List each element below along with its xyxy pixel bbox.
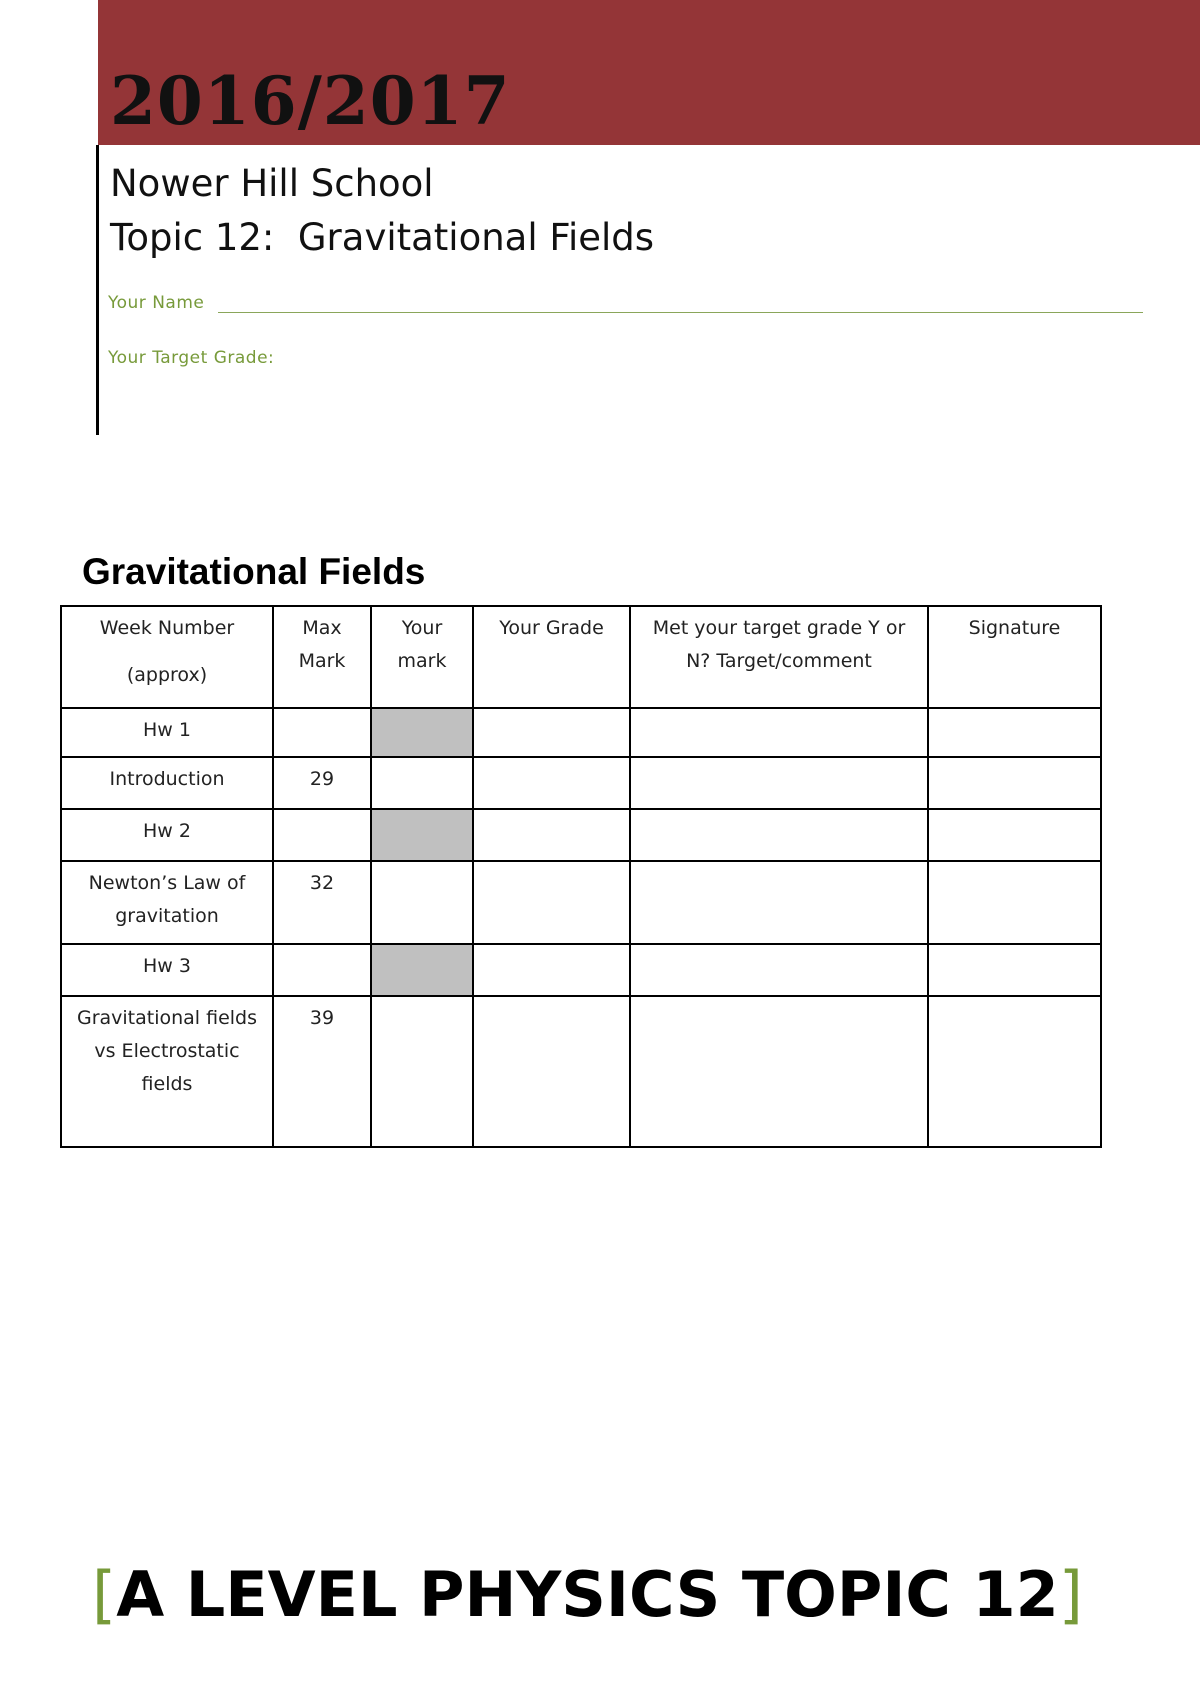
week-cell: Newton’s Law of gravitation [61,861,273,944]
your-mark-cell[interactable] [371,861,473,944]
your-grade-cell[interactable] [473,996,630,1147]
header-max-mark: Max Mark [273,606,371,708]
week-cell: Hw 1 [61,708,273,757]
met-target-cell[interactable] [630,809,928,861]
your-grade-cell[interactable] [473,708,630,757]
met-target-cell[interactable] [630,944,928,996]
academic-year: 2016/2017 [110,62,511,140]
max-mark-cell: 32 [273,861,371,944]
table-row [61,944,1101,996]
max-mark-cell [273,944,371,996]
header-met-target: Met your target grade Y or N? Target/comment [630,606,928,708]
vertical-rule [96,145,99,435]
your-name-field[interactable] [218,312,1143,313]
your-mark-cell[interactable] [371,996,473,1147]
footer-bracket-open: [ [92,1558,117,1631]
your-grade-cell[interactable] [473,944,630,996]
week-cell: Hw 3 [61,944,273,996]
your-grade-cell[interactable] [473,809,630,861]
max-mark-cell: 39 [273,996,371,1147]
topic-title: Topic 12: Gravitational Fields [110,216,655,259]
met-target-cell[interactable] [630,757,928,809]
signature-cell[interactable] [928,861,1101,944]
week-cell: Hw 2 [61,809,273,861]
your-mark-cell-shaded [371,809,473,861]
mark-tracker-table [60,605,1102,1148]
table-row [61,809,1101,861]
header-signature: Signature [928,606,1101,708]
table-header-row [61,606,1101,708]
week-cell: Gravitational fields vs Electrostatic fields [61,996,273,1147]
met-target-cell[interactable] [630,996,928,1147]
your-name-label: Your Name [108,293,205,313]
table-row [61,708,1101,757]
max-mark-cell [273,708,371,757]
your-grade-cell[interactable] [473,757,630,809]
max-mark-cell: 29 [273,757,371,809]
footer-title [92,1556,1083,1634]
footer-title-text: A LEVEL PHYSICS TOPIC 12 [116,1558,1059,1631]
signature-cell[interactable] [928,809,1101,861]
your-mark-cell[interactable] [371,757,473,809]
header-your-mark: Your mark [371,606,473,708]
school-name: Nower Hill School [110,162,434,205]
tracker-title: Gravitational Fields [82,551,426,592]
signature-cell[interactable] [928,996,1101,1147]
your-mark-cell-shaded [371,944,473,996]
signature-cell[interactable] [928,757,1101,809]
your-mark-cell-shaded [371,708,473,757]
header-week-number-label: Week Number [99,617,235,639]
header-week-number [61,606,273,708]
your-grade-cell[interactable] [473,861,630,944]
table-row [61,757,1101,809]
table-row [61,996,1101,1147]
header-your-grade: Your Grade [473,606,630,708]
footer-bracket-close: ] [1058,1558,1083,1631]
signature-cell[interactable] [928,708,1101,757]
max-mark-cell [273,809,371,861]
target-grade-label: Your Target Grade: [108,348,275,368]
week-cell: Introduction [61,757,273,809]
header-week-approx-label: (approx) [126,664,208,686]
met-target-cell[interactable] [630,708,928,757]
met-target-cell[interactable] [630,861,928,944]
signature-cell[interactable] [928,944,1101,996]
table-row [61,861,1101,944]
